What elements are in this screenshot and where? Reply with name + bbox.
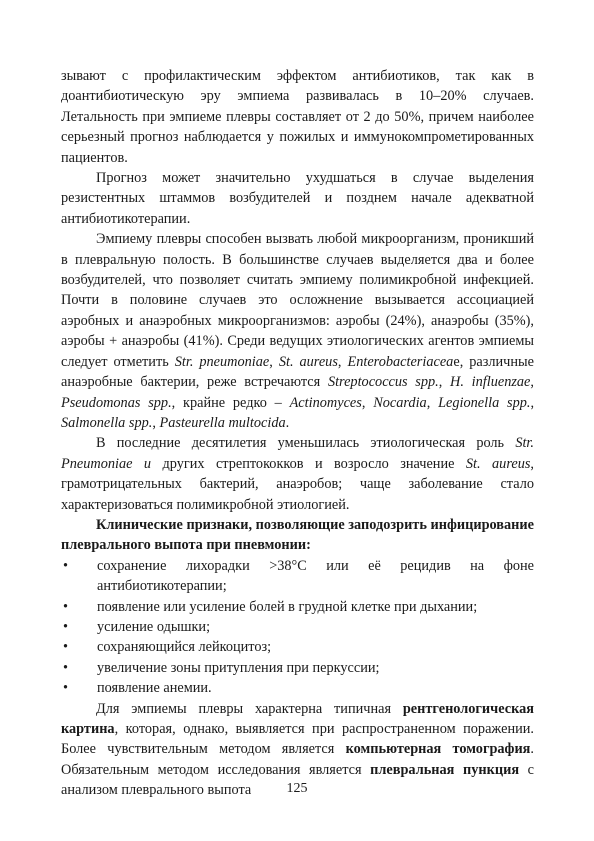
list-item-text: появление или усиление болей в грудной клетке при дыхании; bbox=[97, 598, 478, 615]
italic-term: Enterobacteriacea bbox=[347, 353, 454, 370]
bullet-icon: • bbox=[63, 659, 69, 676]
text-run: . Обязательным методом исследования является bbox=[61, 741, 534, 778]
text-run: , bbox=[426, 394, 439, 411]
italic-term: Legionella spp. bbox=[438, 394, 531, 411]
text-run: , bbox=[361, 394, 374, 411]
text-run: В последние десятилетия уменьшилась этиологическая роль bbox=[96, 435, 516, 452]
text-run: . bbox=[285, 414, 290, 431]
bold-term: рентгенологическая картина bbox=[61, 700, 534, 737]
italic-term: Pasteurella multocida bbox=[159, 414, 286, 431]
text-run: , bbox=[530, 394, 535, 411]
list-item bbox=[61, 556, 534, 597]
list-item-text: появление анемии. bbox=[97, 680, 212, 697]
list-item bbox=[61, 597, 534, 617]
text-run: , грамотрицательных бактерий, анаэробов; чаще заболевание стало характеризоваться полимикробной этиологией. bbox=[61, 455, 534, 513]
italic-term: Streptococcus spp. bbox=[327, 374, 439, 391]
text-run: Эмпиему плевры способен вызвать любой микроорганизм, проникший в плевральную полость. В большинстве случаев выделяется два и более возбудителей, что позволяет считать эмпиему полимикробной инфекцией. Почти в половине случаев это осложнение вызывается ассоциацией аэробных и анаэробных микроорганизмов: аэробы (24%), анаэробы (35%), аэробы + анаэробы (41%). Среди ведущих этиологических агентов эмпиемы следует отметить bbox=[61, 231, 534, 370]
text-run: , крайне редко – bbox=[171, 394, 290, 411]
text-run: с анализом плеврального выпота bbox=[61, 761, 535, 799]
italic-term: Str. pneumoniae bbox=[174, 353, 270, 370]
italic-term: Actinomyces bbox=[289, 394, 362, 411]
section-heading: Клинические признаки, позволяющие заподозрить инфицирование плеврального выпота при пневмонии: bbox=[61, 516, 534, 554]
paragraph-2: Прогноз может значительно ухудшаться в случае выделения резистентных штаммов возбудителей и позднем начале адекватной антибиотикотерапии. bbox=[61, 170, 534, 227]
text-run: других стрептококков и возросло значение bbox=[151, 455, 466, 472]
italic-term: Pseudomonas spp. bbox=[61, 394, 172, 411]
text-run: , bbox=[337, 353, 348, 370]
text-run: , которая, однако, выявляется при распространенном поражении. Более чувствительным методом является bbox=[61, 721, 534, 758]
bullet-icon: • bbox=[63, 618, 69, 635]
paragraph-3 bbox=[61, 229, 534, 433]
paragraph-1: зывают с профилактическим эффектом антибиотиков, так как в доантибиотическую эру эмпиема развивалась в 10–20% случаев. Летальность при эмпиеме плевры составляет от 2 до 50%, причем наиболее серьезный прогноз наблюдается у пожилых и иммунокомпрометированных пациентов. bbox=[61, 68, 534, 166]
bullet-icon: • bbox=[63, 598, 69, 615]
italic-term: Str. Pneumoniae и bbox=[61, 435, 534, 472]
bullet-icon: • bbox=[63, 557, 69, 574]
paragraph-4 bbox=[61, 433, 534, 515]
italic-term: Salmonella spp. bbox=[61, 414, 153, 431]
list-item bbox=[61, 617, 534, 637]
list-item bbox=[61, 678, 534, 698]
list-item-text: усиление одышки; bbox=[97, 618, 211, 635]
list-item bbox=[61, 637, 534, 657]
bold-term: плевральная пункция bbox=[370, 761, 520, 778]
italic-term: St. aureus bbox=[465, 455, 531, 472]
text-run: , bbox=[269, 353, 279, 370]
bullet-icon: • bbox=[63, 680, 69, 697]
italic-term: H. influenzae bbox=[450, 374, 531, 391]
page-body bbox=[61, 66, 534, 801]
page-number: 125 bbox=[286, 781, 308, 796]
italic-term: Nocardia bbox=[373, 394, 427, 411]
text-run: , bbox=[438, 374, 451, 391]
text-run: Для эмпиемы плевры характерна типичная bbox=[96, 700, 403, 717]
list-item-text: сохранение лихорадки >38°С или её рецидив на фоне антибиотикотерапии; bbox=[97, 557, 534, 595]
text-run: , bbox=[530, 374, 534, 391]
symptom-list bbox=[61, 556, 534, 699]
list-item bbox=[61, 658, 534, 678]
list-item-text: сохраняющийся лейкоцитоз; bbox=[97, 639, 272, 656]
italic-term: St. aureus bbox=[278, 353, 338, 370]
bullet-icon: • bbox=[63, 639, 69, 656]
text-run: , bbox=[152, 414, 160, 431]
bold-term: компьютерная томография bbox=[345, 741, 531, 758]
text-run: e, различные анаэробные бактерии, реже встречаются bbox=[61, 353, 534, 391]
list-item-text: увеличение зоны притупления при перкуссии; bbox=[97, 659, 380, 676]
